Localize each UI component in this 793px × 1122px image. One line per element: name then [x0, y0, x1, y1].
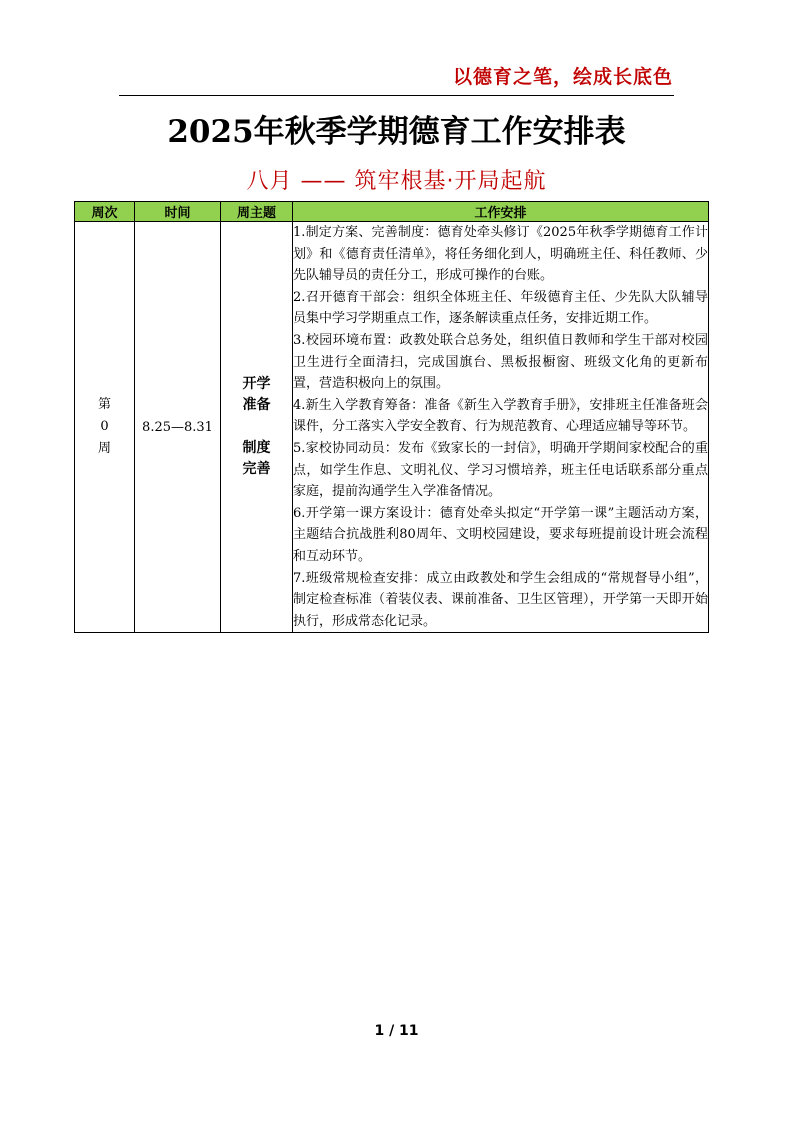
page-title: 2025年秋季学期德育工作安排表 — [167, 114, 626, 150]
task-item: 1.制定方案、完善制度：德育处牵头修订《2025年秋季学期德育工作计划》和《德育责任清单》，将任务细化到人，明确班主任、科任教师、少先队辅导员的责任分工，形成可操作的台账。 — [293, 225, 708, 284]
column-header-tasks: 工作安排 — [293, 202, 709, 222]
theme-line: 完善 — [242, 461, 271, 478]
theme-line: 准备 — [242, 397, 271, 414]
task-item: 7.班级常规检查安排：成立由政教处和学生会组成的“常规督导小组”，制定检查标准（着装仪表、课前准备、卫生区管理），开学第一天即开始执行，形成常态化记录。 — [293, 570, 708, 629]
schedule-table — [74, 201, 709, 633]
week-cell — [75, 222, 135, 633]
theme-cell — [221, 222, 293, 633]
task-item: 4.新生入学教育筹备：准备《新生入学教育手册》，安排班主任准备班会课件，分工落实入学安全教育、行为规范教育、心理适应辅导等环节。 — [293, 397, 708, 435]
task-item: 5.家校协同动员：发布《致家长的一封信》，明确开学期间家校配合的重点，如学生作息、文明礼仪、学习习惯培养，班主任电话联系部分重点家庭，提前沟通学生入学准备情况。 — [293, 440, 708, 500]
page-number: 1 / 11 — [374, 1023, 419, 1039]
column-header-theme: 周主题 — [221, 202, 293, 222]
task-item: 6.开学第一课方案设计：德育处牵头拟定“开学第一课”主题活动方案，主题结合抗战胜利80周年、文明校园建设，要求每班提前设计班会流程和互动环节。 — [293, 505, 708, 564]
tasks-cell — [293, 222, 709, 633]
week-char: 周 — [97, 441, 111, 457]
week-char: 第 — [97, 397, 111, 413]
header-rule — [119, 95, 674, 96]
week-number: 0 — [100, 419, 109, 435]
table-header-row — [75, 202, 709, 222]
column-header-week: 周次 — [75, 202, 135, 222]
date-cell: 8.25—8.31 — [135, 222, 221, 633]
theme-line: 开学 — [242, 376, 271, 393]
task-item: 3.校园环境布置：政教处联合总务处，组织值日教师和学生干部对校园卫生进行全面清扫，完成国旗台、黑板报橱窗、班级文化角的更新布置，营造积极向上的氛围。 — [293, 332, 708, 392]
slogan: 以德育之笔，绘成长底色 — [452, 66, 673, 88]
theme-gap — [221, 416, 292, 438]
task-item: 2.召开德育干部会：组织全体班主任、年级德育主任、少先队大队辅导员集中学习学期重点工作，逐条解读重点任务，安排近期工作。 — [293, 289, 708, 327]
month-title: 八月 —— 筑牢根基·开局起航 — [246, 169, 547, 194]
column-header-date: 时间 — [135, 202, 221, 222]
table-row — [75, 222, 709, 633]
theme-line: 制度 — [242, 440, 271, 457]
